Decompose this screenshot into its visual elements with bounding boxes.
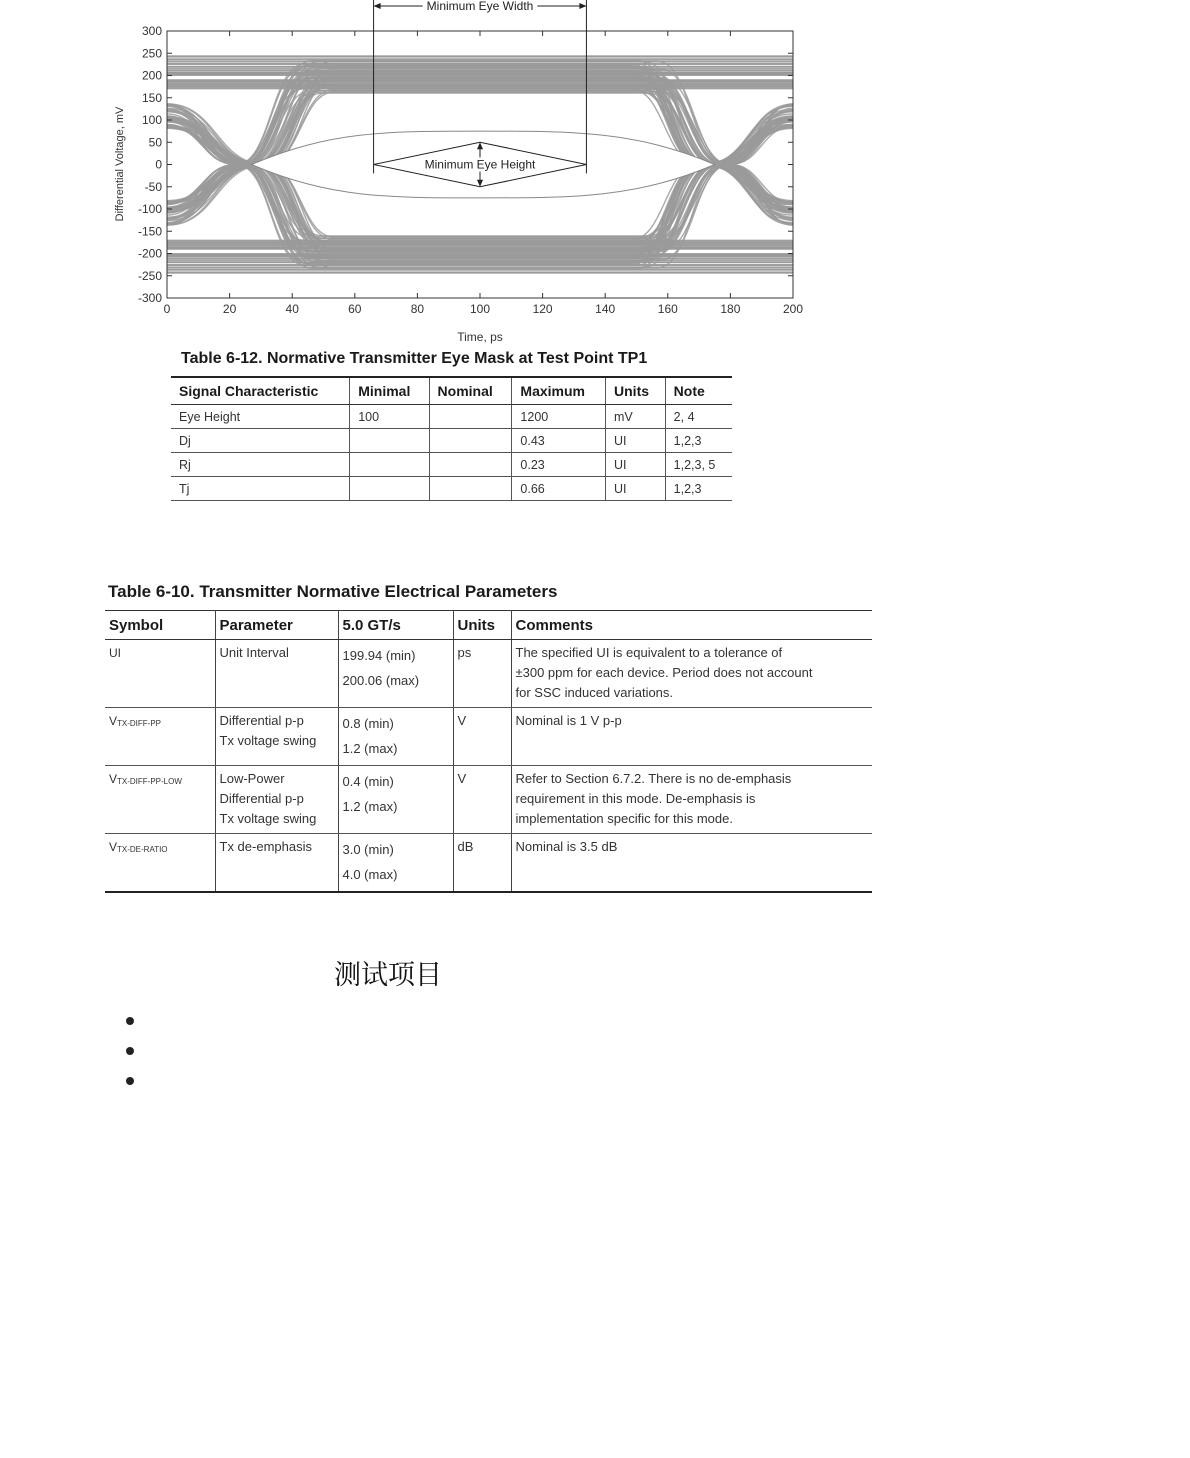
arrowhead bbox=[579, 3, 586, 9]
value-cell bbox=[338, 708, 453, 766]
cell: Eye Height bbox=[171, 405, 350, 429]
cell: 2, 4 bbox=[665, 405, 732, 429]
symbol-cell bbox=[105, 834, 215, 893]
units-cell: V bbox=[453, 708, 511, 766]
comments-cell bbox=[511, 766, 872, 834]
cell: 1,2,3 bbox=[665, 429, 732, 453]
comment-line: for SSC induced variations. bbox=[515, 685, 674, 700]
parameter-cell bbox=[215, 766, 338, 834]
table-row bbox=[171, 477, 732, 501]
cell bbox=[429, 405, 512, 429]
cell: UI bbox=[606, 477, 666, 501]
x-tick-label: 20 bbox=[222, 302, 237, 316]
eye-diagram-figure bbox=[100, 0, 820, 350]
value-min: 199.94 (min) bbox=[342, 648, 416, 663]
cell: 0.43 bbox=[512, 429, 606, 453]
comment-line: Refer to Section 6.7.2. There is no de-emphasis bbox=[515, 771, 792, 786]
cell bbox=[350, 429, 429, 453]
table-row bbox=[105, 766, 872, 834]
symbol-subscript: TX-DIFF-PP bbox=[117, 719, 162, 728]
col-symbol: Symbol bbox=[105, 611, 215, 640]
y-tick-label: -300 bbox=[137, 291, 162, 305]
parameter-line: Unit Interval bbox=[219, 645, 289, 660]
col-signal-characteristic: Signal Characteristic bbox=[171, 377, 350, 405]
y-tick-label: 50 bbox=[148, 135, 162, 150]
symbol-cell bbox=[105, 708, 215, 766]
cell bbox=[429, 477, 512, 501]
symbol-text: V bbox=[109, 714, 118, 728]
value-min: 0.8 (min) bbox=[342, 716, 394, 731]
cell: 1,2,3 bbox=[665, 477, 732, 501]
cell: 0.23 bbox=[512, 453, 606, 477]
comment-line: implementation specific for this mode. bbox=[515, 811, 733, 826]
units-cell: V bbox=[453, 766, 511, 834]
cell: UI bbox=[606, 453, 666, 477]
parameter-line: Low-Power bbox=[219, 771, 285, 786]
x-tick-labels bbox=[164, 302, 804, 316]
parameter-line: Tx voltage swing bbox=[219, 811, 317, 826]
table-6-12-title: Table 6-12. Normative Transmitter Eye Mask at Test Point TP1 bbox=[181, 350, 648, 367]
y-tick-label: -50 bbox=[144, 179, 162, 194]
table-row bbox=[171, 429, 732, 453]
parameter-line: Tx de-emphasis bbox=[219, 839, 312, 854]
y-tick-label: 100 bbox=[141, 113, 162, 127]
comment-line: Nominal is 3.5 dB bbox=[515, 839, 618, 854]
value-min: 3.0 (min) bbox=[342, 842, 394, 857]
section-heading: 测试项目 bbox=[334, 960, 442, 991]
col-units: Units bbox=[453, 611, 511, 640]
symbol-text: V bbox=[109, 840, 118, 854]
value-min: 0.4 (min) bbox=[342, 774, 394, 789]
y-tick-label: 200 bbox=[141, 68, 162, 83]
x-tick-label: 120 bbox=[532, 302, 553, 316]
symbol-cell bbox=[105, 766, 215, 834]
x-axis-label: Time, ps bbox=[457, 330, 503, 344]
table-row bbox=[105, 640, 872, 708]
y-tick-label: 150 bbox=[141, 90, 162, 105]
cell: 100 bbox=[350, 405, 429, 429]
y-tick-label: -150 bbox=[137, 224, 162, 239]
x-tick-label: 160 bbox=[657, 302, 678, 316]
col-minimal: Minimal bbox=[350, 377, 429, 405]
y-tick-label: -250 bbox=[137, 268, 162, 283]
symbol-subscript: TX-DE-RATIO bbox=[117, 845, 168, 854]
parameter-cell bbox=[215, 640, 338, 708]
x-tick-label: 100 bbox=[469, 302, 491, 316]
symbol-text: V bbox=[109, 772, 118, 786]
cell: Dj bbox=[171, 429, 350, 453]
symbol-cell bbox=[105, 640, 215, 708]
col-parameter: Parameter bbox=[215, 611, 338, 640]
value-max: 1.2 (max) bbox=[342, 741, 398, 756]
cell bbox=[350, 453, 429, 477]
y-tick-label: -200 bbox=[137, 246, 162, 261]
comments-cell bbox=[511, 640, 872, 708]
comment-line: Nominal is 1 V p-p bbox=[515, 713, 622, 728]
symbol-subscript: TX-DIFF-PP-LOW bbox=[117, 777, 182, 786]
eye-mask-table bbox=[171, 376, 732, 501]
parameter-line: Differential p-p bbox=[219, 713, 304, 728]
y-tick-labels bbox=[138, 24, 162, 305]
col-comments: Comments bbox=[511, 611, 872, 640]
x-tick-label: 80 bbox=[410, 302, 425, 316]
col-note: Note bbox=[665, 377, 732, 405]
parameter-cell bbox=[215, 708, 338, 766]
comment-line: ±300 ppm for each device. Period does not account bbox=[515, 665, 813, 680]
cell: 1200 bbox=[512, 405, 606, 429]
y-tick-label: 300 bbox=[141, 24, 162, 38]
y-axis-label: Differential Voltage, mV bbox=[114, 106, 126, 222]
cell: mV bbox=[606, 405, 666, 429]
list-item bbox=[126, 1017, 134, 1025]
eye-width-label: Minimum Eye Width bbox=[426, 0, 534, 13]
comment-line: The specified UI is equivalent to a tolerance of bbox=[515, 645, 783, 660]
x-tick-label: 60 bbox=[348, 302, 362, 316]
value-cell bbox=[338, 766, 453, 834]
y-tick-label: -100 bbox=[137, 202, 162, 216]
table-row bbox=[171, 405, 732, 429]
cell: 0.66 bbox=[512, 477, 606, 501]
list-item bbox=[126, 1077, 134, 1085]
parameter-line: Tx voltage swing bbox=[219, 733, 317, 748]
bullet-list bbox=[126, 1017, 134, 1107]
cell bbox=[350, 477, 429, 501]
units-cell: ps bbox=[453, 640, 511, 708]
x-tick-label: 200 bbox=[782, 302, 804, 316]
comment-line: requirement in this mode. De-emphasis is bbox=[515, 791, 756, 806]
y-tick-label: 0 bbox=[155, 157, 162, 172]
value-max: 4.0 (max) bbox=[342, 867, 398, 882]
cell: Tj bbox=[171, 477, 350, 501]
parameter-line: Differential p-p bbox=[219, 791, 304, 806]
table-header-row bbox=[171, 377, 732, 405]
table-row bbox=[105, 834, 872, 893]
col-rate: 5.0 GT/s bbox=[338, 611, 453, 640]
cell bbox=[429, 429, 512, 453]
cell: Rj bbox=[171, 453, 350, 477]
table-row bbox=[171, 453, 732, 477]
x-tick-label: 180 bbox=[720, 302, 741, 316]
arrowhead bbox=[374, 3, 381, 9]
table-header-row bbox=[105, 611, 872, 640]
cell: 1,2,3, 5 bbox=[665, 453, 732, 477]
list-item bbox=[126, 1047, 134, 1055]
symbol-text: UI bbox=[109, 646, 121, 660]
table-6-10-title: Table 6-10. Transmitter Normative Electrical Parameters bbox=[108, 582, 558, 601]
table-row bbox=[105, 708, 872, 766]
comments-cell bbox=[511, 834, 872, 893]
value-max: 200.06 (max) bbox=[342, 673, 420, 688]
parameter-cell bbox=[215, 834, 338, 893]
eye-height-label: Minimum Eye Height bbox=[424, 157, 536, 172]
cell bbox=[429, 453, 512, 477]
col-nominal: Nominal bbox=[429, 377, 512, 405]
col-maximum: Maximum bbox=[512, 377, 606, 405]
x-tick-label: 140 bbox=[595, 302, 616, 316]
electrical-parameters-table bbox=[105, 610, 872, 893]
comments-cell bbox=[511, 708, 872, 766]
cell: UI bbox=[606, 429, 666, 453]
y-tick-label: 250 bbox=[141, 46, 162, 61]
x-tick-label: 0 bbox=[163, 302, 171, 316]
col-units: Units bbox=[606, 377, 666, 405]
x-tick-label: 40 bbox=[285, 302, 299, 316]
value-cell bbox=[338, 834, 453, 893]
units-cell: dB bbox=[453, 834, 511, 893]
value-cell bbox=[338, 640, 453, 708]
value-max: 1.2 (max) bbox=[342, 799, 398, 814]
